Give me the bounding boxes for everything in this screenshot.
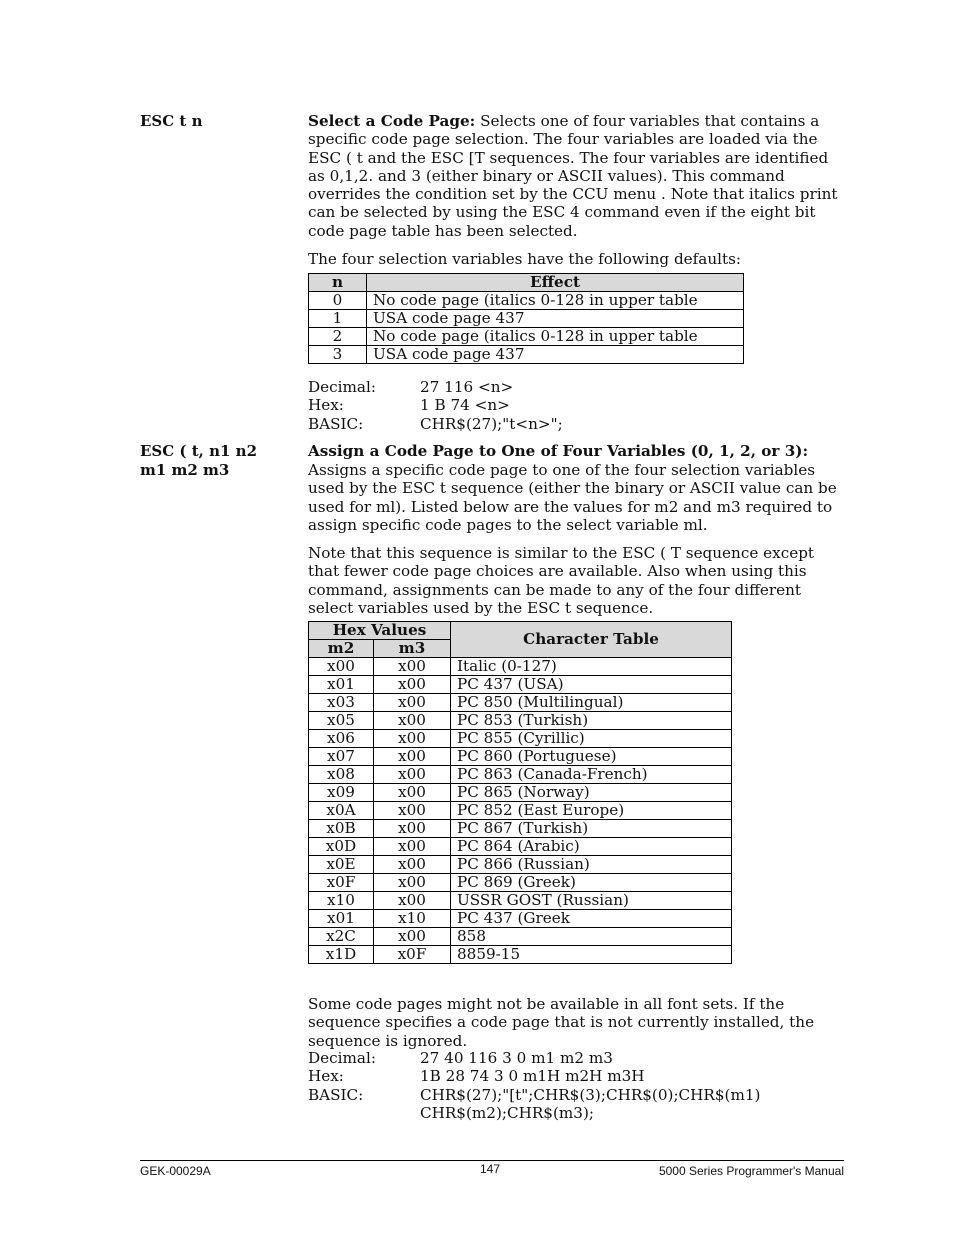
table-row (309, 766, 732, 784)
table-row (309, 676, 732, 694)
cell-n: 1 (309, 310, 367, 328)
footer-rule (140, 1160, 844, 1161)
table-row (309, 928, 732, 946)
table-row (309, 802, 732, 820)
section1-title: Select a Code Page: (308, 112, 476, 130)
cell-m2: x0F (309, 874, 374, 892)
cell-m3: x00 (374, 820, 451, 838)
section2-title: Assign a Code Page to One of Four Variables (0, 1, 2, or 3): (308, 442, 809, 460)
cell-m2: x09 (309, 784, 374, 802)
code-decimal: Decimal: 27 116 <n> (308, 378, 514, 396)
cell-m2: x00 (309, 658, 374, 676)
code-hex: Hex: 1B 28 74 3 0 m1H m2H m3H (308, 1067, 645, 1086)
cell-m2: x03 (309, 694, 374, 712)
cell-m2: x10 (309, 892, 374, 910)
cell-m3: x0F (374, 946, 451, 964)
cell-m2: x08 (309, 766, 374, 784)
section2-after: Some code pages might not be available in all font sets. If the sequence specifies a code page that is not currently installed, the sequence is ignored. (308, 995, 815, 1050)
section2-note: Note that this sequence is similar to the ESC ( T sequence except that fewer code page choices are available. Also when using this command, assignments can be made to any of the four different select variables used by the ESC t sequence. (308, 544, 815, 617)
m3-header: m3 (374, 640, 451, 658)
hex-values-header: Hex Values (309, 622, 451, 640)
cell-n: 0 (309, 292, 367, 310)
footer-doc-id: GEK-00029A (140, 1164, 211, 1178)
cell-m3: x00 (374, 730, 451, 748)
cell-m2: x01 (309, 910, 374, 928)
cell-m3: x10 (374, 910, 451, 928)
table-row (309, 310, 744, 328)
cell-character-table: PC 864 (Arabic) (451, 838, 732, 856)
cell-character-table: PC 865 (Norway) (451, 784, 732, 802)
code-basic-cont: CHR$(m2);CHR$(m3); (420, 1103, 594, 1122)
table-row (309, 910, 732, 928)
cell-character-table: PC 437 (USA) (451, 676, 732, 694)
cell-character-table: USSR GOST (Russian) (451, 892, 732, 910)
code-basic: BASIC: CHR$(27);"[t";CHR$(3);CHR$(0);CHR$(m1) (308, 1085, 761, 1104)
cell-m3: x00 (374, 802, 451, 820)
cell-m3: x00 (374, 676, 451, 694)
table-row (309, 946, 732, 964)
cell-effect: USA code page 437 (367, 310, 744, 328)
cell-m3: x00 (374, 748, 451, 766)
cell-m3: x00 (374, 928, 451, 946)
cell-m3: x00 (374, 892, 451, 910)
cell-m2: x0E (309, 856, 374, 874)
command-esc-paren-t (140, 442, 257, 480)
table-row (309, 292, 744, 310)
cell-character-table: PC 437 (Greek (451, 910, 732, 928)
section2-codes (308, 1049, 760, 1122)
cell-character-table: PC 852 (East Europe) (451, 802, 732, 820)
cell-character-table: PC 866 (Russian) (451, 856, 732, 874)
cell-m2: x0D (309, 838, 374, 856)
command-line1: ESC ( t, n1 n2 (140, 442, 258, 460)
cell-n: 3 (309, 346, 367, 364)
cell-m3: x00 (374, 694, 451, 712)
cell-n: 2 (309, 328, 367, 346)
cell-effect: No code page (italics 0-128 in upper table (367, 328, 744, 346)
cell-m3: x00 (374, 838, 451, 856)
cell-effect: USA code page 437 (367, 346, 744, 364)
m2-header: m2 (309, 640, 374, 658)
footer-manual-title: 5000 Series Programmer's Manual (658, 1164, 844, 1178)
cell-m3: x00 (374, 874, 451, 892)
cell-m2: x06 (309, 730, 374, 748)
cell-m2: x2C (309, 928, 374, 946)
table-row (309, 748, 732, 766)
defaults-intro: The four selection variables have the following defaults: (308, 250, 741, 268)
cell-character-table: PC 855 (Cyrillic) (451, 730, 732, 748)
table-row (309, 838, 732, 856)
table-row (309, 856, 732, 874)
cell-m2: x05 (309, 712, 374, 730)
cell-m3: x00 (374, 784, 451, 802)
cell-m3: x00 (374, 712, 451, 730)
character-table-header: Character Table (451, 622, 732, 658)
cell-character-table: PC 863 (Canada-French) (451, 766, 732, 784)
section1-description (308, 112, 846, 240)
cell-character-table: PC 850 (Multilingual) (451, 694, 732, 712)
code-page-rows (309, 658, 732, 964)
table-row (309, 892, 732, 910)
table-row (309, 694, 732, 712)
cell-effect: No code page (italics 0-128 in upper table (367, 292, 744, 310)
cell-m2: x0A (309, 802, 374, 820)
section1-desc-text: Selects one of four variables that contains a specific code page selection. The four variables are loaded via the ESC ( t and the ESC [T sequences. The four variables are identified as 0,1,2. and 3 (either binary or ASCII values). This command overrides the condition set by the CCU menu . Note that italics print can be selected by using the ESC 4 command even if the eight bit code page table has been selected. (308, 112, 838, 240)
code-page-table (308, 621, 732, 964)
cell-character-table: Italic (0-127) (451, 658, 732, 676)
cell-m2: x0B (309, 820, 374, 838)
cell-m3: x00 (374, 658, 451, 676)
cell-m2: x07 (309, 748, 374, 766)
table-row (309, 730, 732, 748)
table-row (309, 820, 732, 838)
table-row (309, 328, 744, 346)
cell-m3: x00 (374, 856, 451, 874)
table-row (309, 712, 732, 730)
col-header-effect: Effect (367, 274, 744, 292)
cell-character-table: PC 860 (Portuguese) (451, 748, 732, 766)
page-number: 147 (480, 1162, 501, 1176)
code-hex: Hex: 1 B 74 <n> (308, 396, 510, 415)
code-decimal: Decimal: 27 40 116 3 0 m1 m2 m3 (308, 1049, 613, 1067)
code-basic: BASIC: CHR$(27);"t<n>"; (308, 414, 563, 433)
cell-m2: x1D (309, 946, 374, 964)
table-row (309, 874, 732, 892)
cell-character-table: PC 867 (Turkish) (451, 820, 732, 838)
cell-character-table: 858 (451, 928, 732, 946)
table-row (309, 346, 744, 364)
cell-m3: x00 (374, 766, 451, 784)
cell-character-table: PC 869 (Greek) (451, 874, 732, 892)
command-esc-t-n: ESC t n (140, 112, 203, 130)
defaults-table (308, 273, 744, 364)
cell-character-table: PC 853 (Turkish) (451, 712, 732, 730)
section2-description: Assigns a specific code page to one of the four selection variables used by the ESC t sequence (either the binary or ASCII value can be used for ml). Listed below are the values for m2 and m3 required to assign specific code pages to the select variable ml. (308, 461, 837, 534)
command-line2: m1 m2 m3 (140, 461, 230, 479)
table-row (309, 784, 732, 802)
cell-m2: x01 (309, 676, 374, 694)
col-header-n: n (309, 274, 367, 292)
section1-codes (308, 378, 563, 433)
cell-character-table: 8859-15 (451, 946, 732, 964)
table-row (309, 658, 732, 676)
